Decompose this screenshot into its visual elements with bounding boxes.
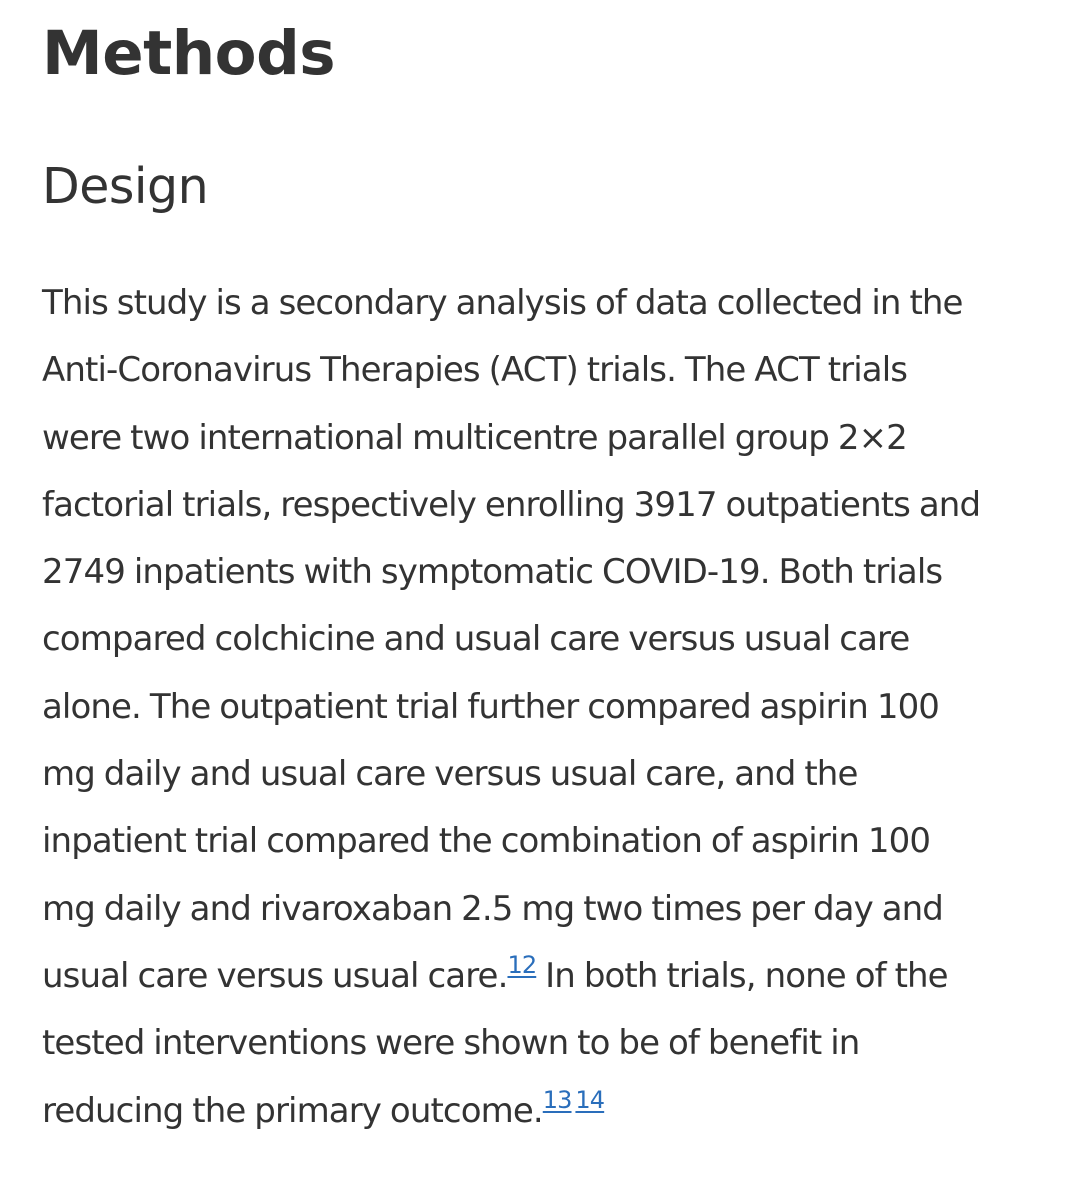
paragraph-line: mg daily and usual care versus usual care, and the [42,754,858,795]
reference-link-12[interactable]: 12 [507,950,537,979]
section-title: Methods [42,18,336,89]
paragraph-text: reducing the primary outcome. [42,1090,543,1131]
paragraph-line [42,943,1042,1010]
paragraph-line: inpatient trial compared the combination of aspirin 100 [42,821,931,862]
paragraph-line: 2749 inpatients with symptomatic COVID-19. Both trials [42,552,943,593]
paragraph-line: factorial trials, respectively enrolling 3917 outpatients and [42,484,981,525]
paragraph-line: tested interventions were shown to be of benefit in [42,1023,860,1064]
paragraph-line [42,1078,1042,1145]
paragraph-line: Anti-Coronavirus Therapies (ACT) trials. The ACT trials [42,350,908,391]
reference-superscript [543,1086,604,1114]
reference-superscript [507,951,536,979]
paragraph-line: This study is a secondary analysis of data collected in the [42,283,963,323]
paragraph-line: alone. The outpatient trial further compared aspirin 100 [42,686,940,727]
subsection-title: Design [42,158,209,215]
design-paragraph [42,270,1042,1145]
paragraph-line: mg daily and rivaroxaban 2.5 mg two times per day and [42,888,943,929]
paragraph-line: were two international multicentre parallel group 2×2 [42,417,907,458]
reference-link-13[interactable]: 13 [542,1085,572,1114]
paragraph-text: In both trials, none of the [536,955,948,996]
paragraph-text: usual care versus usual care. [42,955,508,996]
reference-link-14[interactable]: 14 [575,1085,605,1114]
paragraph-line: compared colchicine and usual care versus usual care [42,619,910,660]
